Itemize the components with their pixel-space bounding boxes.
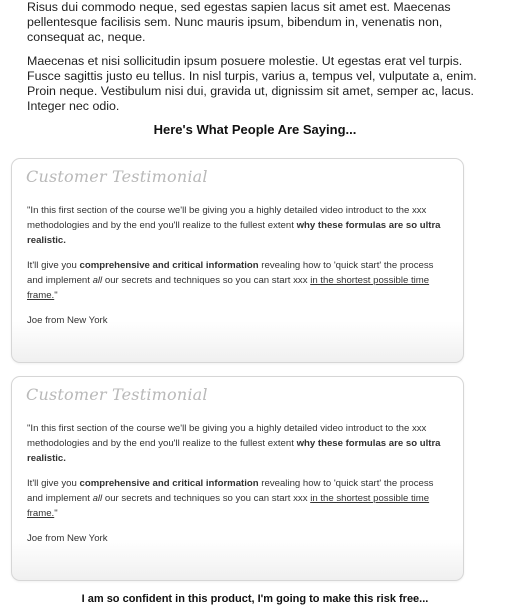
testimonial-author: Joe from New York	[27, 533, 108, 544]
testimonial-text: revealing how to 'quick start' the process and implement	[27, 478, 434, 504]
testimonial-paragraph	[27, 421, 452, 466]
testimonial-paragraph	[27, 476, 452, 521]
testimonial-underlined-text: in the shortest possible time frame.	[27, 275, 430, 301]
testimonial-underlined-text: in the shortest possible time frame.	[27, 493, 430, 519]
testimonial-box	[11, 376, 464, 581]
testimonial-body	[27, 203, 452, 338]
testimonial-body	[27, 421, 452, 556]
testimonial-text: our secrets and techniques so you can start xxx	[102, 275, 311, 286]
testimonial-italic: all	[92, 493, 103, 504]
testimonial-emphasis: comprehensive and critical information	[79, 478, 259, 489]
testimonial-text: revealing how to 'quick start' the process and implement	[27, 260, 434, 286]
intro-text	[27, 0, 489, 123]
testimonial-emphasis: comprehensive and critical information	[79, 260, 259, 271]
testimonial-text: "In this first section of the course we'll be giving you a highly detailed video introduct to the xxx methodologies and by the end you'll realize to the fullest extent	[27, 423, 427, 449]
testimonial-paragraph	[27, 203, 452, 248]
testimonial-title: Customer Testimonial	[26, 167, 208, 186]
testimonial-italic: all	[92, 275, 103, 286]
testimonial-emphasis: why these formulas are so ultra realistic.	[27, 220, 441, 246]
testimonial-text: It'll give you	[27, 478, 80, 489]
testimonial-text: "In this first section of the course we'll be giving you a highly detailed video introduct to the xxx methodologies and by the end you'll realize to the fullest extent	[27, 205, 427, 231]
testimonial-text: "	[54, 508, 58, 519]
testimonial-text: "	[54, 290, 58, 301]
testimonials-heading: Here's What People Are Saying...	[153, 122, 357, 137]
testimonial-paragraph	[27, 258, 452, 303]
intro-paragraph-1: Risus dui commodo neque, sed egestas sapien lacus sit amet est. Maecenas pellentesque facilisis sem. Nunc mauris ipsum, bibendum in, venenatis non, consequat ac, neque.	[27, 0, 451, 44]
testimonial-text: our secrets and techniques so you can start xxx	[102, 493, 311, 504]
intro-paragraph-2: Maecenas et nisi sollicitudin ipsum posuere molestie. Ut egestas erat vel turpis. Fusce sagittis justo eu tellus. In nisl turpis, varius a, tempus vel, vulputate a, enim. Proin neque. Vestibulum nisi dui, gravida ut, dignissim sit amet, semper ac, lacus. Integer nec odio.	[27, 54, 477, 113]
guarantee-heading: I am so confident in this product, I'm going to make this risk free...	[81, 593, 429, 605]
testimonial-box	[11, 158, 464, 363]
testimonial-author: Joe from New York	[27, 315, 108, 326]
testimonial-text: It'll give you	[27, 260, 80, 271]
testimonial-title: Customer Testimonial	[26, 385, 208, 404]
testimonial-emphasis: why these formulas are so ultra realistic.	[27, 438, 441, 464]
